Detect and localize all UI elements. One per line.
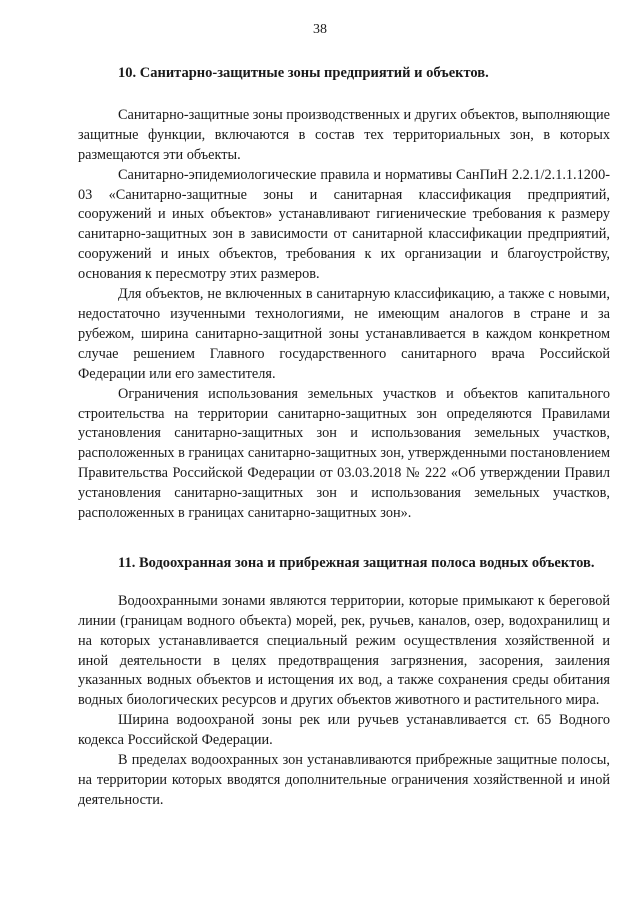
document-body: [78, 64, 610, 811]
section-10-heading: 10. Санитарно-защитные зоны предприятий и объектов.: [118, 65, 489, 81]
section-11-paragraph-3: В пределах водоохранных зон устанавливаются прибрежные защитные полосы, на территории которых вводятся дополнительные ограничения хозяйственной и иной деятельности.: [78, 752, 610, 808]
section-11-paragraph-2: Ширина водоохраной зоны рек или ручьев устанавливается ст. 65 Водного кодекса Российской Федерации.: [78, 712, 610, 749]
section-10-paragraph-1: Санитарно-защитные зоны производственных и других объектов, выполняющие защитные функции, включаются в состав тех территориальных зон, в которых размещаются эти объекты.: [78, 106, 610, 163]
section-10-paragraph-2: Санитарно-эпидемиологические правила и нормативы СанПиН 2.2.1/2.1.1.1200-03 «Санитарно-защитные зоны и санитарная классификация предприятий, сооружений и иных объектов» устанавливают гигиенические требования к размеру санитарно-защитных зон в зависимости от санитарной классификации предприятий, сооружений и иных объектов, требования к их организации и благоустройству, основания к пересмотру этих размеров.: [78, 166, 610, 283]
section-11-paragraph-1: Водоохранными зонами являются территории, которые примыкают к береговой линии (границам водного объекта) морей, рек, ручьев, каналов, озер, водохранилищ и на которых устанавливается специальный режим осуществления хозяйственной и иной деятельности в целях предотвращения загрязнения, засорения, заиления указанных водных объектов и истощения их вод, а также сохранения среды обитания водных биологических ресурсов и других объектов животного и растительного мира.: [78, 592, 610, 709]
section-11-heading: 11. Водоохранная зона и прибрежная защитная полоса водных объектов.: [118, 554, 595, 571]
section-10-paragraph-4: Ограничения использования земельных участков и объектов капитального строительства на территории санитарно-защитных зон определяются Правилами установления санитарно-защитных зон и использования земельных участков, расположенных в границах санитарно-защитных зон, утвержденными постановлением Правительства Российской Федерации от 03.03.2018 № 222 «Об утверждении Правил установления санитарно-защитных зон и использования земельных участков, расположенных в границах санитарно-защитных зон».: [78, 385, 610, 522]
page-number: 38: [313, 22, 327, 37]
section-10-paragraph-3: Для объектов, не включенных в санитарную классификацию, а также с новыми, недостаточно изученными технологиями, не имеющим аналогов в стране и за рубежом, ширина санитарно-защитной зоны устанавливается в каждом конкретном случае решением Главного государственного санитарного врача Российской Федерации или его заместителя.: [78, 286, 610, 382]
